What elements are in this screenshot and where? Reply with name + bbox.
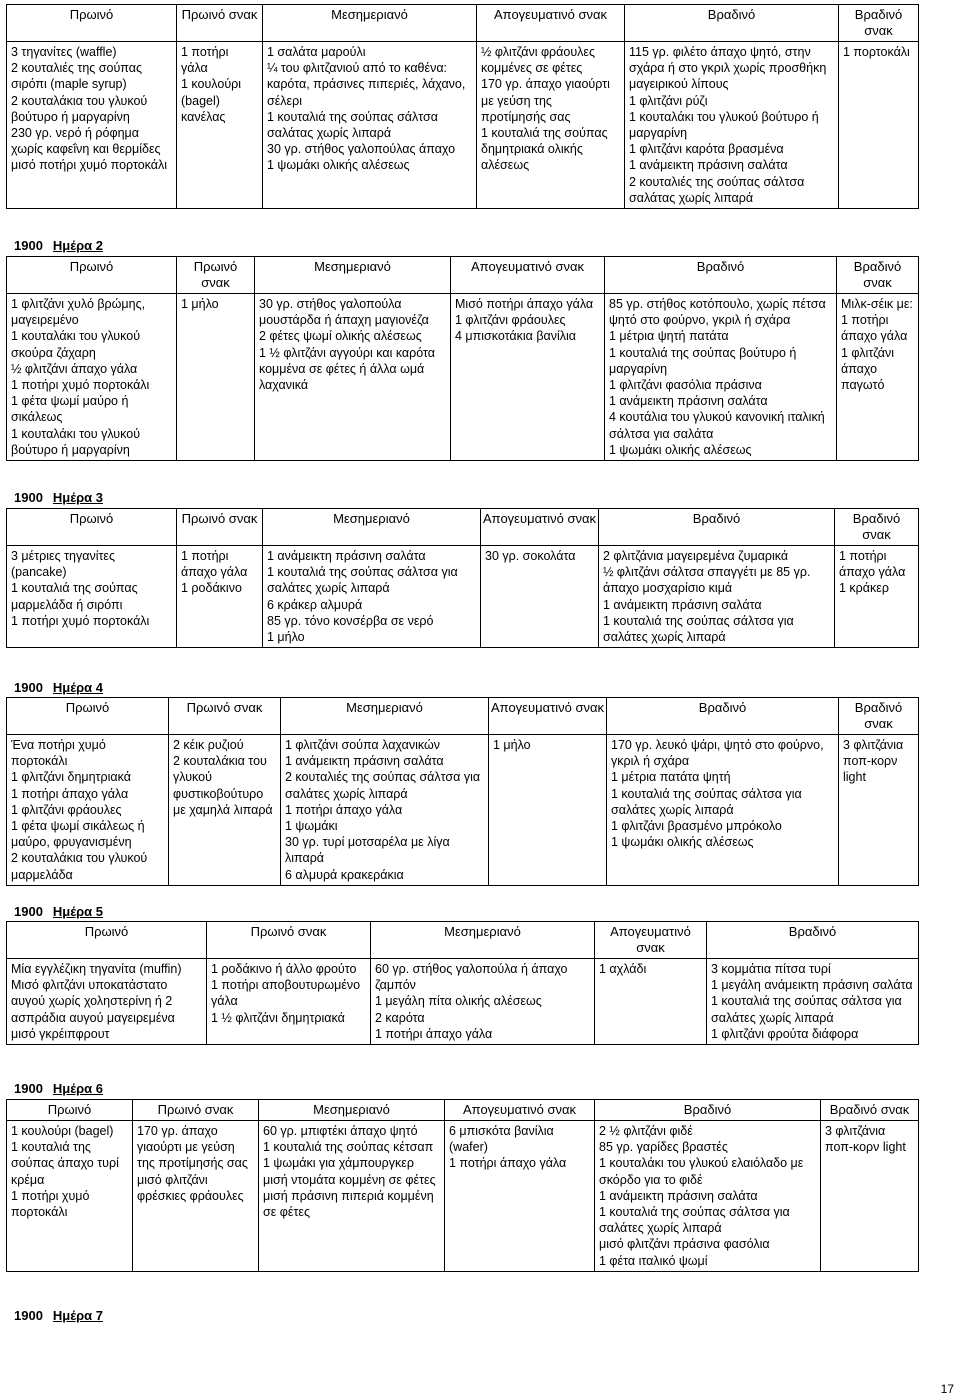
- meal-cell: [489, 735, 607, 886]
- header-cell: Βραδινό σνακ: [835, 509, 919, 546]
- meal-item: 1 φλιτζάνι φασόλια πράσινα: [609, 378, 762, 393]
- meal-item: 1 κουταλιά της σούπας σάλτσα για σαλάτες χωρίς λιπαρά: [711, 994, 902, 1025]
- header-cell: Μεσημεριανό: [263, 5, 477, 42]
- meal-item: 85 γρ. γαρίδες βραστές: [599, 1140, 728, 1155]
- day-3-block: [6, 508, 918, 648]
- header-cell: Πρωινό σνακ: [169, 698, 281, 735]
- header-cell: Απογευματινό σνακ: [451, 257, 605, 294]
- day-heading: [14, 1081, 103, 1096]
- day-heading: [14, 1308, 103, 1323]
- day-heading-number: 1900: [14, 1308, 43, 1323]
- meal-item: 2 κουταλιές της σούπας σάλτσα για σαλάτες χωρίς λιπαρά: [285, 770, 481, 801]
- meal-item: Μία εγγλέζικη τηγανίτα (muffin): [11, 962, 182, 976]
- meal-item: 1 ποτήρι χυμό πορτοκάλι: [11, 1188, 90, 1220]
- meal-item: 3 φλιτζάνια ποπ-κορν light: [825, 1124, 906, 1155]
- meal-item: ½ φλιτζάνι φράουλες κομμένες σε φέτες: [481, 45, 596, 76]
- meal-item: 1 κουταλάκι του γλυκού βούτυρο ή μαργαρίνη: [11, 426, 141, 457]
- meal-cell: [259, 1121, 445, 1272]
- meal-item: 6 κράκερ αλμυρά: [267, 597, 363, 612]
- meal-cell: [371, 959, 595, 1045]
- meal-item: 1 ψωμάκι ολικής αλέσεως: [609, 442, 752, 457]
- meal-item: 1 κουταλιά της σούπας βούτυρο ή μαργαρίνη: [609, 345, 797, 376]
- header-cell: Πρωινό σνακ: [177, 257, 255, 294]
- day-2-block: [6, 256, 918, 461]
- meal-table-day-1: [6, 4, 919, 209]
- meal-cell: [255, 294, 451, 461]
- header-cell: Μεσημεριανό: [371, 922, 595, 959]
- meal-item: 2 κουταλάκια του γλυκού μαρμελάδα: [11, 851, 148, 882]
- meal-item: 1 μήλο: [181, 297, 219, 311]
- meal-item: 1 ψωμάκι για χάμπουργκερ: [263, 1156, 414, 1171]
- header-row: [7, 698, 919, 735]
- meal-item: ½ φλιτζάνι σάλτσα σπαγγέτι με 85 γρ. άπαχο μοσχαρίσιο κιμά: [603, 565, 811, 596]
- meal-item: 1 κουταλιά της σούπας δημητριακά ολικής αλέσεως: [481, 126, 608, 173]
- meal-item: 1 μέτρια ψητή πατάτα: [609, 329, 729, 344]
- header-cell: Απογευματινό σνακ: [595, 922, 707, 959]
- meal-item: 1 φλιτζάνι βρασμένο μπρόκολο: [611, 819, 782, 834]
- meal-item: 1 ποτήρι άπαχο γάλα: [449, 1156, 567, 1171]
- meal-item: 1 ποτήρι χυμό πορτοκάλι: [11, 613, 150, 628]
- meal-item: 1 ποτήρι άπαχο γάλα: [841, 313, 908, 344]
- meal-cell: [177, 42, 263, 209]
- meal-item: 1 ποτήρι γάλα: [181, 45, 229, 76]
- meal-item: 1 ανάμεικτη πράσινη σαλάτα: [599, 1188, 758, 1203]
- meal-table-day-6: [6, 1099, 919, 1272]
- meal-cell: [445, 1121, 595, 1272]
- meal-item: Μισό φλιτζάνι υποκατάστατο αυγού χωρίς χοληστερίνη ή 2 ασπράδια αυγού μαγειρεμένα: [11, 978, 175, 1025]
- meal-cell: [477, 42, 625, 209]
- header-cell: Πρωινό: [7, 1100, 133, 1121]
- meal-item: μισό φλιτζάνι πράσινα φασόλια: [599, 1237, 770, 1252]
- table-row: [7, 546, 919, 648]
- header-row: [7, 257, 919, 294]
- meal-cell: [133, 1121, 259, 1272]
- meal-cell: [607, 735, 839, 886]
- meal-item: 1 ροδάκινο: [181, 581, 242, 596]
- meal-cell: [839, 42, 919, 209]
- meal-item: 30 γρ. τυρί μοτσαρέλα με λίγα λιπαρά: [285, 835, 450, 866]
- table-row: [7, 294, 919, 461]
- day-6-block: [6, 1099, 918, 1272]
- header-cell: Πρωινό σνακ: [207, 922, 371, 959]
- day-heading-number: 1900: [14, 490, 43, 505]
- meal-item: 1 μέτρια πατάτα ψητή: [611, 770, 731, 785]
- meal-item: 2 φλιτζάνια μαγειρεμένα ζυμαρικά: [603, 549, 789, 563]
- header-cell: Πρωινό σνακ: [133, 1100, 259, 1121]
- meal-item: 1 πορτοκάλι: [843, 45, 910, 59]
- meal-item: 2 κέικ ρυζιού: [173, 738, 244, 752]
- meal-item: μισή ντομάτα κομμένη σε φέτες: [263, 1172, 436, 1187]
- meal-item: Μισό ποτήρι άπαχο γάλα: [455, 297, 594, 311]
- header-cell: Μεσημεριανό: [281, 698, 489, 735]
- meal-item: 1 ανάμεικτη πράσινη σαλάτα: [629, 158, 788, 173]
- meal-item: 2 καρότα: [375, 1010, 425, 1025]
- meal-item: 1 ½ φλιτζάνι αγγούρι και καρότα κομμένα σε φέτες ή άλλα ωμά λαχανικά: [259, 345, 436, 393]
- header-cell: Βραδινό σνακ: [837, 257, 919, 294]
- header-cell: Απογευματινό σνακ: [445, 1100, 595, 1121]
- meal-item: 1 φλιτζάνι άπαχο παγωτό: [841, 345, 895, 393]
- day-5-block: [6, 921, 918, 1045]
- meal-item: 3 φλιτζάνια ποπ-κορν light: [843, 738, 904, 785]
- meal-cell: [837, 294, 919, 461]
- meal-item: 1 φλιτζάνι καρότα βρασμένα: [629, 142, 784, 157]
- meal-item: 1 ανάμεικτη πράσινη σαλάτα: [609, 394, 768, 409]
- meal-cell: [595, 1121, 821, 1272]
- meal-item: 170 γρ. άπαχο γιαούρτι με γεύση της προτίμησής σας: [481, 77, 610, 124]
- meal-item: 1 κουταλιά της σούπας σάλτσα για σαλάτες χωρίς λιπαρά: [599, 1205, 790, 1236]
- meal-item: 1 ποτήρι χυμό πορτοκάλι: [11, 378, 150, 393]
- meal-item: 170 γρ. άπαχο γιαούρτι με γεύση της προτίμησής σας μισό φλιτζάνι φρέσκιες φράουλες: [137, 1124, 248, 1203]
- meal-item: 2 κουταλάκια του γλυκού φυστικοβούτυρο με χαμηλά λιπαρά: [173, 754, 273, 817]
- meal-cell: [707, 959, 919, 1045]
- meal-item: 6 αλμυρά κρακεράκια: [285, 867, 404, 882]
- meal-item: 1 κουταλάκι του γλυκού ελαιόλαδο με σκόρδο για το φιδέ: [599, 1156, 804, 1187]
- header-cell: Πρωινό σνακ: [177, 5, 263, 42]
- meal-item: 1 φλιτζάνι δημητριακά: [11, 770, 131, 785]
- meal-cell: [169, 735, 281, 886]
- day-heading: [14, 238, 103, 253]
- meal-item: 1 ποτήρι άπαχο γάλα: [181, 549, 248, 580]
- header-cell: Πρωινό σνακ: [177, 509, 263, 546]
- header-cell: Βραδινό: [607, 698, 839, 735]
- table-row: [7, 1121, 919, 1272]
- meal-item: 1 ψωμάκι ολικής αλέσεως: [611, 835, 754, 850]
- meal-item: 1 ψωμάκι: [285, 819, 338, 834]
- meal-cell: [481, 546, 599, 648]
- header-cell: Μεσημεριανό: [255, 257, 451, 294]
- meal-item: 3 μέτριες τηγανίτες (pancake): [11, 549, 116, 580]
- meal-cell: [605, 294, 837, 461]
- meal-cell: [263, 42, 477, 209]
- meal-cell: [7, 42, 177, 209]
- header-cell: Βραδινό: [625, 5, 839, 42]
- day-heading-label: Ημέρα 5: [52, 904, 104, 919]
- meal-item: 6 μπισκότα βανίλια (wafer): [449, 1124, 554, 1155]
- meal-cell: [7, 1121, 133, 1272]
- meal-cell: [625, 42, 839, 209]
- meal-cell: [839, 735, 919, 886]
- meal-item: 230 γρ. νερό ή ρόφημα χωρίς καφεΐνη και θερμίδες: [11, 126, 161, 157]
- meal-item: 85 γρ. τόνο κονσέρβα σε νερό: [267, 613, 434, 628]
- meal-item: 1 ψωμάκι ολικής αλέσεως: [267, 158, 410, 173]
- meal-item: 1 κουταλάκι του γλυκού βούτυρο ή μαργαρίνη: [629, 109, 819, 141]
- header-row: [7, 509, 919, 546]
- header-row: [7, 922, 919, 959]
- meal-item: 2 κουταλιές της σούπας σάλτσα σαλάτας χωρίς λιπαρά: [629, 174, 805, 205]
- meal-cell: [451, 294, 605, 461]
- meal-item: 2 φέτες ψωμί ολικής αλέσεως: [259, 329, 422, 344]
- meal-item: Μιλκ-σέικ με:: [841, 297, 913, 311]
- meal-cell: [281, 735, 489, 886]
- meal-item: 1 κουλούρι (bagel): [11, 1124, 114, 1138]
- header-cell: Πρωινό: [7, 5, 177, 42]
- header-cell: Πρωινό: [7, 922, 207, 959]
- meal-item: 1 κουλούρι (bagel): [181, 77, 242, 108]
- day-heading-label: Ημέρα 2: [52, 238, 104, 253]
- header-cell: Πρωινό: [7, 698, 169, 735]
- day-4-block: [6, 697, 918, 886]
- meal-item: 1 φλιτζάνι φρούτα διάφορα: [711, 1026, 859, 1041]
- meal-cell: [177, 546, 263, 648]
- meal-item: 1 κράκερ: [839, 581, 889, 596]
- day-heading-label: Ημέρα 6: [52, 1081, 104, 1096]
- meal-cell: [177, 294, 255, 461]
- day-heading-number: 1900: [14, 1081, 43, 1096]
- header-cell: Βραδινό: [599, 509, 835, 546]
- meal-item: 1 μεγάλη ανάμεικτη πράσινη σαλάτα: [711, 978, 913, 993]
- meal-cell: [835, 546, 919, 648]
- meal-table-day-4: [6, 697, 919, 886]
- header-cell: Απογευματινό σνακ: [481, 509, 599, 546]
- meal-item: 30 γρ. στήθος γαλοπούλα μουστάρδα ή άπαχη μαγιονέζα: [259, 297, 429, 328]
- meal-item: 1 ποτήρι άπαχο γάλα: [11, 786, 129, 801]
- meal-item: 1 ποτήρι αποβουτυρωμένο γάλα: [211, 978, 361, 1009]
- page-number: 17: [940, 1382, 954, 1396]
- meal-item: μισό γκρέιπφρουτ: [11, 1026, 110, 1041]
- header-cell: Βραδινό: [707, 922, 919, 959]
- meal-cell: [7, 735, 169, 886]
- meal-item: 1 μήλο: [267, 630, 305, 645]
- meal-item: 1 ½ φλιτζάνι δημητριακά: [211, 1010, 345, 1025]
- meal-item: 1 φλιτζάνι ρύζι: [629, 93, 708, 108]
- meal-item: 1 ανάμεικτη πράσινη σαλάτα: [603, 597, 762, 612]
- day-heading-number: 1900: [14, 238, 43, 253]
- meal-item: 1 αχλάδι: [599, 962, 647, 976]
- header-cell: Βραδινό σνακ: [821, 1100, 919, 1121]
- meal-table-day-5: [6, 921, 919, 1045]
- meal-item: 2 κουταλάκια του γλυκού βούτυρο ή μαργαρίνη: [11, 93, 148, 124]
- meal-cell: [599, 546, 835, 648]
- meal-item: 3 κομμάτια πίτσα τυρί: [711, 962, 831, 976]
- day-heading-label: Ημέρα 3: [52, 490, 104, 505]
- meal-cell: [7, 959, 207, 1045]
- meal-item: κανέλας: [181, 109, 226, 124]
- day-heading: [14, 490, 103, 505]
- meal-item: 30 γρ. σοκολάτα: [485, 549, 576, 563]
- header-cell: Βραδινό σνακ: [839, 5, 919, 42]
- meal-item: 1 φλιτζάνι φράουλες: [11, 802, 122, 817]
- meal-item: 1 κουταλιά της σούπας άπαχο τυρί κρέμα: [11, 1140, 119, 1187]
- table-row: [7, 959, 919, 1045]
- day-heading: [14, 904, 103, 919]
- meal-item: 1 μήλο: [493, 738, 531, 752]
- meal-item: ½ φλιτζάνι άπαχο γάλα: [11, 361, 138, 376]
- table-row: [7, 42, 919, 209]
- table-row: [7, 735, 919, 886]
- day-heading-label: Ημέρα 7: [52, 1308, 104, 1323]
- meal-item: 1 φέτα ιταλικό ψωμί: [599, 1253, 708, 1268]
- meal-item: 1 φλιτζάνι χυλό βρώμης, μαγειρεμένο: [11, 297, 146, 328]
- meal-item: 1 κουταλιά της σούπας σάλτσα για σαλάτες χωρίς λιπαρά: [603, 613, 794, 645]
- header-cell: Απογευματινό σνακ: [477, 5, 625, 42]
- meal-cell: [595, 959, 707, 1045]
- header-cell: Μεσημεριανό: [259, 1100, 445, 1121]
- day-1-block: [6, 4, 918, 209]
- meal-item: 30 γρ. στήθος γαλοπούλας άπαχο: [267, 142, 456, 157]
- day-heading-number: 1900: [14, 904, 43, 919]
- meal-cell: [7, 294, 177, 461]
- meal-item: 1 ανάμεικτη πράσινη σαλάτα: [267, 549, 426, 563]
- meal-item: 1 σαλάτα μαρούλι: [267, 45, 366, 59]
- meal-item: 1 κουταλιά της σούπας σάλτσα για σαλάτες χωρίς λιπαρά: [267, 565, 458, 596]
- meal-item: μισή πράσινη πιπεριά κομμένη σε φέτες: [263, 1188, 434, 1220]
- header-row: [7, 5, 919, 42]
- meal-item: 1 κουταλιά της σούπας μαρμελάδα ή σιρόπι: [11, 581, 138, 612]
- meal-item: 1 ανάμεικτη πράσινη σαλάτα: [285, 754, 444, 769]
- meal-item: 1 ποτήρι άπαχο γάλα: [375, 1026, 493, 1041]
- header-cell: Βραδινό: [605, 257, 837, 294]
- meal-item: 1 κουταλιά της σούπας κέτσαπ: [263, 1140, 434, 1155]
- meal-item: 2 ½ φλιτζάνι φιδέ: [599, 1124, 693, 1138]
- meal-cell: [821, 1121, 919, 1272]
- meal-item: 1 κουταλάκι του γλυκού σκούρα ζάχαρη: [11, 329, 141, 360]
- meal-item: 170 γρ. λευκό ψάρι, ψητό στο φούρνο, γκριλ ή σχάρα: [611, 738, 824, 769]
- day-heading-label: Ημέρα 4: [52, 680, 104, 695]
- meal-item: 1 φλιτζάνι σούπα λαχανικών: [285, 738, 441, 752]
- header-cell: Πρωινό: [7, 509, 177, 546]
- meal-cell: [7, 546, 177, 648]
- meal-item: 1 φέτα ψωμί σικάλεως ή μαύρο, φρυγανισμένη: [11, 819, 145, 850]
- meal-item: ¼ του φλιτζανιού από το καθένα: καρότα, πράσινες πιπεριές, λάχανο, σέλερι: [267, 61, 466, 108]
- meal-item: 1 κουταλιά της σούπας σάλτσα για σαλάτες χωρίς λιπαρά: [611, 786, 802, 817]
- day-heading: [14, 680, 103, 695]
- meal-table-day-2: [6, 256, 919, 461]
- meal-cell: [207, 959, 371, 1045]
- meal-item: 85 γρ. στήθος κοτόπουλο, χωρίς πέτσα ψητό στο φούρνο, γκριλ ή σχάρα: [609, 297, 826, 328]
- header-row: [7, 1100, 919, 1121]
- meal-item: 1 μεγάλη πίτα ολικής αλέσεως: [375, 994, 542, 1009]
- meal-item: 3 τηγανίτες (waffle): [11, 45, 117, 59]
- header-cell: Βραδινό: [595, 1100, 821, 1121]
- header-cell: Απογευματινό σνακ: [489, 698, 607, 735]
- meal-item: 1 ποτήρι άπαχο γάλα: [285, 802, 403, 817]
- meal-item: 4 μπισκοτάκια βανίλια: [455, 329, 577, 344]
- meal-item: 4 κουτάλια του γλυκού κανονική ιταλική σάλτσα για σαλάτα: [609, 410, 825, 441]
- meal-item: 1 φλιτζάνι φράουλες: [455, 313, 566, 328]
- meal-item: 1 ποτήρι άπαχο γάλα: [839, 549, 906, 580]
- meal-item: 2 κουταλιές της σούπας σιρόπι (maple syrup): [11, 61, 142, 92]
- day-heading-number: 1900: [14, 680, 43, 695]
- header-cell: Πρωινό: [7, 257, 177, 294]
- meal-table-day-3: [6, 508, 919, 648]
- header-cell: Μεσημεριανό: [263, 509, 481, 546]
- meal-item: 115 γρ. φιλέτο άπαχο ψητό, στην σχάρα ή στο γκριλ χωρίς προσθήκη μαγειρικού λίπους: [629, 45, 827, 92]
- header-cell: Βραδινό σνακ: [839, 698, 919, 735]
- meal-item: 60 γρ. στήθος γαλοπούλα ή άπαχο ζαμπόν: [375, 962, 568, 993]
- meal-item: 1 κουταλιά της σούπας σάλτσα σαλάτας χωρίς λιπαρά: [267, 109, 438, 141]
- meal-cell: [263, 546, 481, 648]
- meal-item: Ένα ποτήρι χυμό πορτοκάλι: [11, 738, 106, 769]
- meal-item: 1 ροδάκινο ή άλλο φρούτο: [211, 962, 357, 976]
- meal-item: 1 φέτα ψωμί μαύρο ή σικάλεως: [11, 394, 129, 425]
- meal-item: μισό ποτήρι χυμό πορτοκάλι: [11, 158, 168, 173]
- meal-item: 60 γρ. μπιφτέκι άπαχο ψητό: [263, 1124, 418, 1138]
